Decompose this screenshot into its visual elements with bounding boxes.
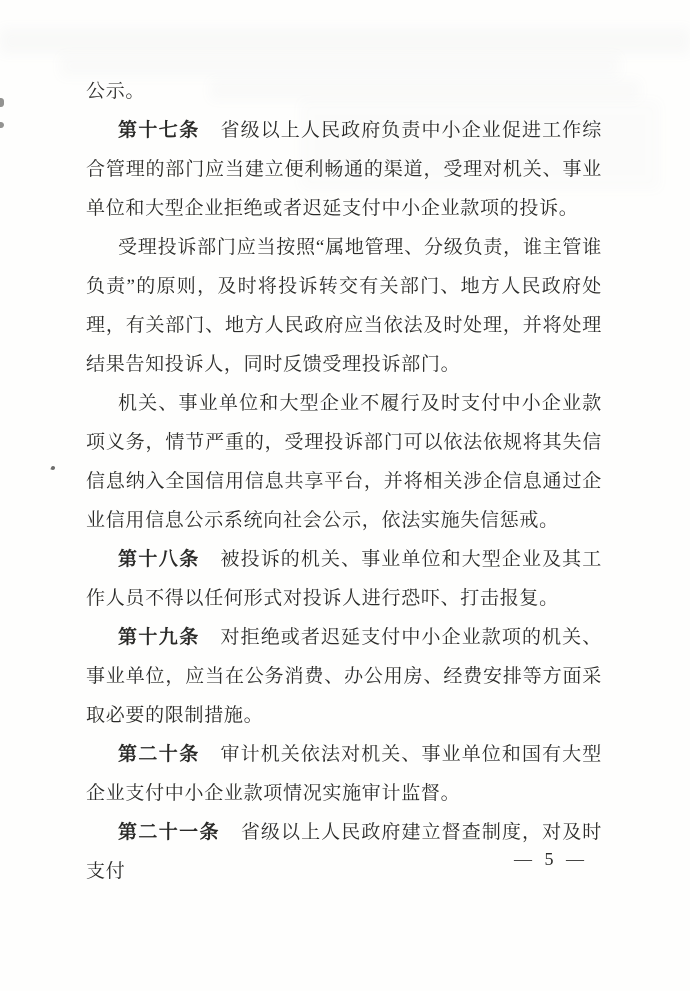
paragraph-text: 审计机关依法对机关、事业单位和国有大型企业支付中小企业款项情况实施审计监督。 [86,744,602,804]
scan-speck [50,465,55,470]
paragraph-continuation [86,72,602,111]
document-body [86,72,602,891]
paragraph-article-20 [86,735,602,813]
paragraph-text: 受理投诉部门应当按照“属地管理、分级负责，谁主管谁负责”的原则，及时将投诉转交有关部门、地方人民政府处理，有关部门、地方人民政府应当依法及时处理，并将处理结果告知投诉人，同时反馈受理投诉部门。 [86,237,602,375]
paragraph-text: 被投诉的机关、事业单位和大型企业及其工作人员不得以任何形式对投诉人进行恐吓、打击报复。 [86,549,602,609]
scan-edge-mark [0,122,4,128]
paragraph-text: 省级以上人民政府负责中小企业促进工作综合管理的部门应当建立便利畅通的渠道，受理对机关、事业单位和大型企业拒绝或者迟延支付中小企业款项的投诉。 [86,120,602,219]
article-number: 第十九条 [118,627,200,648]
page-number: — 5 — [514,849,588,869]
paragraph-text: 对拒绝或者迟延支付中小企业款项的机关、事业单位，应当在公务消费、办公用房、经费安排等方面采取必要的限制措施。 [86,627,602,726]
scan-bleed-artifact [0,28,690,54]
paragraph [86,228,602,384]
paragraph-article-17 [86,111,602,228]
article-number: 第十八条 [118,549,200,570]
paragraph-article-19 [86,618,602,735]
paragraph-article-18 [86,540,602,618]
paragraph-text: 省级以上人民政府建立督查制度，对及时支付 [86,822,602,882]
paragraph-text: 公示。 [86,81,146,102]
article-number: 第十七条 [118,120,200,141]
paragraph [86,384,602,540]
paragraph-text: 机关、事业单位和大型企业不履行及时支付中小企业款项义务，情节严重的，受理投诉部门可以依法依规将其失信信息纳入全国信用信息共享平台，并将相关涉企信息通过企业信用信息公示系统向社会公示，依法实施失信惩戒。 [86,393,602,531]
scan-edge-mark [0,98,4,107]
article-number: 第二十条 [118,744,200,765]
article-number: 第二十一条 [118,822,220,843]
